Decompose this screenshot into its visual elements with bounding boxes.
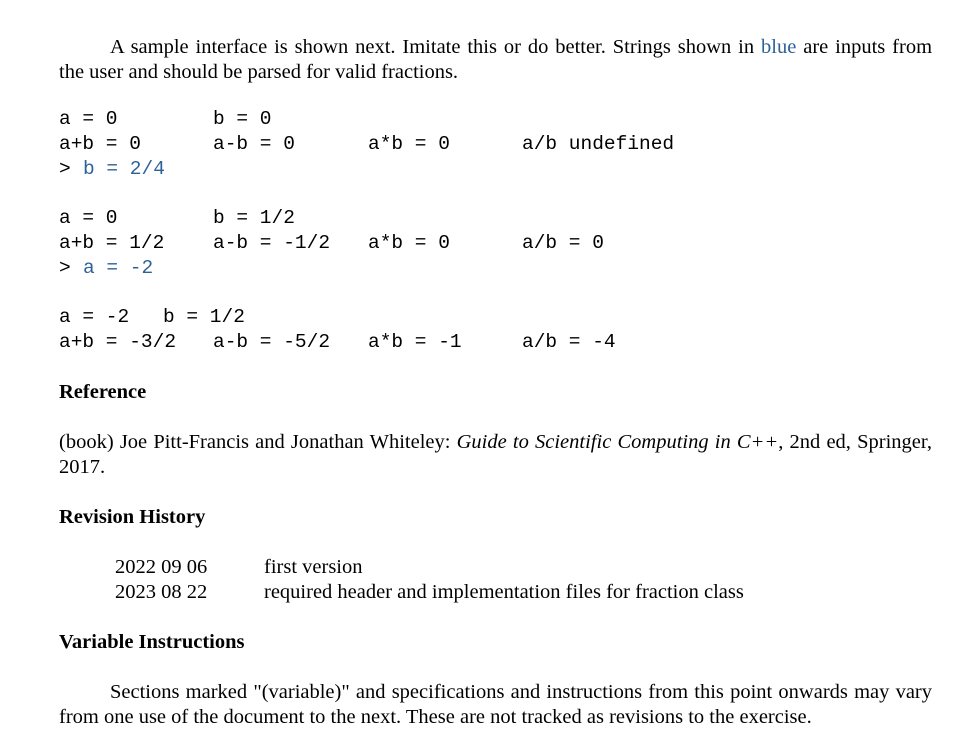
session-row [59, 107, 272, 132]
intro-paragraph [59, 35, 932, 85]
product-result: a*b = -1 [368, 331, 462, 353]
difference-result: a-b = -5/2 [213, 331, 331, 353]
prompt-symbol: > [59, 257, 71, 279]
reference-prefix: (book) Joe Pitt-Francis and Jonathan Whiteley: [59, 431, 451, 453]
value-b: b = 0 [213, 108, 272, 130]
session-row [59, 206, 295, 231]
revision-history-heading: Revision History [59, 506, 206, 528]
session-row [59, 231, 604, 256]
sum-result: a+b = 0 [59, 133, 141, 155]
intro-blue-word: blue [761, 36, 797, 58]
reference-book-title: Guide to Scientific Computing in C++ [456, 431, 779, 453]
session-row [59, 132, 675, 157]
reference-paragraph [59, 430, 932, 480]
reference-suffix: , 2nd ed, Springer, 2017. [59, 431, 932, 478]
difference-result: a-b = -1/2 [213, 232, 331, 254]
revision-date: 2023 08 22 [115, 581, 208, 603]
intro-text-after: are inputs from the user and should be parsed for valid fractions. [59, 36, 933, 83]
quotient-result: a/b = -4 [522, 331, 616, 353]
value-a: a = 0 [59, 207, 118, 229]
difference-result: a-b = 0 [213, 133, 295, 155]
product-result: a*b = 0 [368, 232, 450, 254]
sum-result: a+b = -3/2 [59, 331, 177, 353]
input-row [59, 157, 165, 182]
value-b: b = 1/2 [163, 306, 245, 328]
value-b: b = 1/2 [213, 207, 295, 229]
variable-instructions-paragraph: Sections marked "(variable)" and specifications and instructions from this point onwards may vary from one use of the document to the next. These are not tracked as revisions to the exercise. [59, 681, 932, 728]
intro-text-before: A sample interface is shown next. Imitate this or do better. Strings shown in [110, 36, 755, 58]
product-result: a*b = 0 [368, 133, 450, 155]
value-a: a = 0 [59, 108, 118, 130]
sum-result: a+b = 1/2 [59, 232, 165, 254]
revision-date: 2022 09 06 [115, 556, 208, 578]
variable-instructions-heading: Variable Instructions [59, 631, 245, 653]
revision-note: first version [264, 556, 363, 578]
session-row [59, 305, 245, 330]
quotient-result: a/b undefined [522, 133, 675, 155]
prompt-symbol: > [59, 158, 71, 180]
reference-heading: Reference [59, 381, 147, 403]
quotient-result: a/b = 0 [522, 232, 604, 254]
value-a: a = -2 [59, 306, 130, 328]
user-input: b = 2/4 [83, 158, 165, 180]
revision-note: required header and implementation files for fraction class [264, 581, 744, 603]
input-row [59, 256, 154, 281]
session-row [59, 330, 616, 355]
user-input: a = -2 [83, 257, 154, 279]
